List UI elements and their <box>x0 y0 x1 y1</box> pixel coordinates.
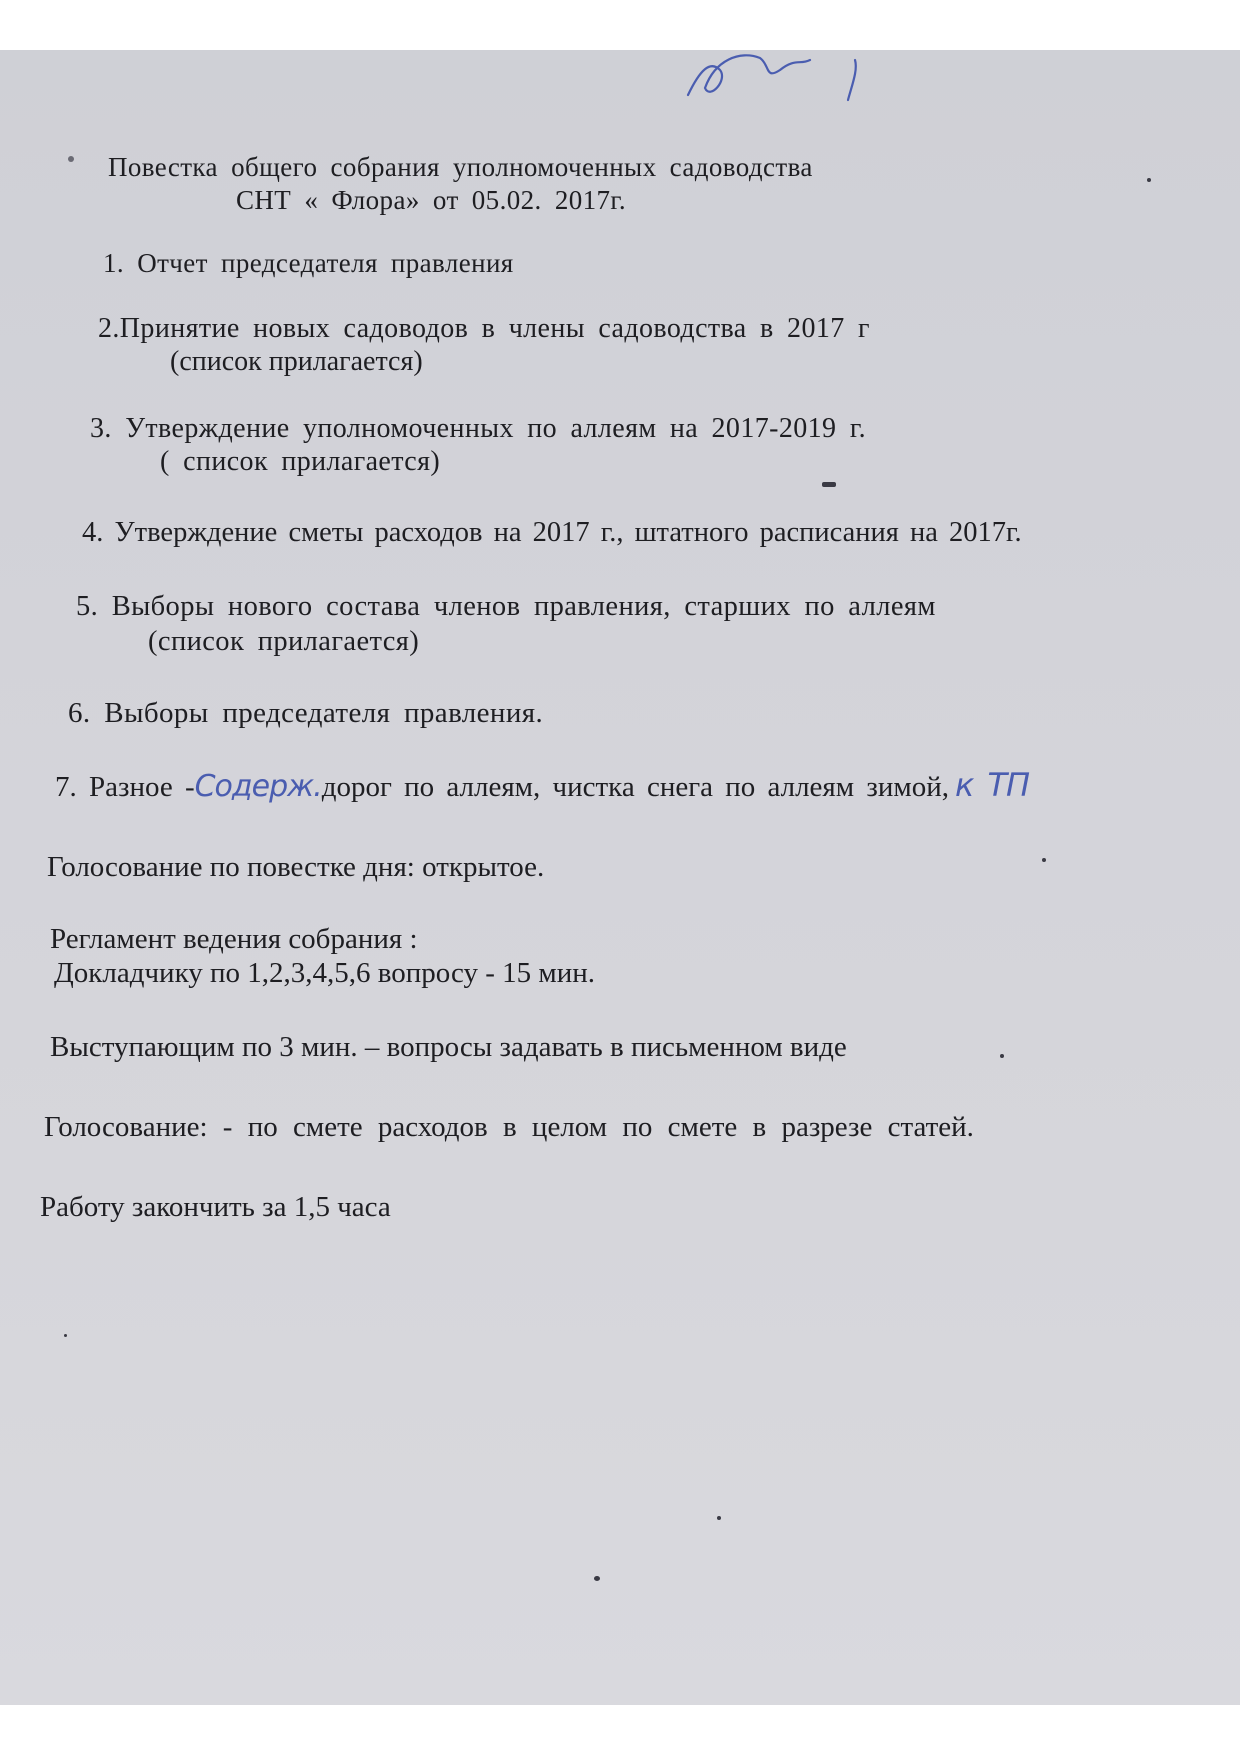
agenda-item-1: 1. Отчет председателя правления <box>103 248 514 278</box>
handwritten-scribble <box>680 50 910 110</box>
agenda-item-3-note: ( список прилагается) <box>160 446 441 477</box>
agenda-item-6: 6. Выборы председателя правления. <box>68 697 544 729</box>
document-sheet <box>0 50 1240 1705</box>
agenda-item-5: 5. Выборы нового состава членов правления, старших по аллеям <box>76 591 936 622</box>
agenda-item-7-text: дорог по аллеям, чистка снега по аллеям зимой, <box>321 771 949 803</box>
dot-mark <box>68 156 74 162</box>
speck <box>1000 1054 1004 1058</box>
regulations-speaker: Докладчику по 1,2,3,4,5,6 вопросу - 15 мин. <box>54 957 596 989</box>
document-title-line1: Повестка общего собрания уполномоченных садоводства <box>108 152 813 182</box>
agenda-item-2: 2.Принятие новых садоводов в члены садоводства в 2017 г <box>98 313 870 344</box>
regulations-participants: Выступающим по 3 мин. – вопросы задавать в письменном виде <box>50 1031 847 1063</box>
ink-dash <box>822 482 836 487</box>
speck <box>64 1334 67 1337</box>
agenda-item-3: 3. Утверждение уполномоченных по аллеям на 2017-2019 г. <box>90 413 866 444</box>
agenda-item-2-note: (список прилагается) <box>170 346 423 377</box>
speck <box>594 1576 600 1581</box>
regulations-duration: Работу закончить за 1,5 часа <box>40 1191 391 1223</box>
document-title-line2: СНТ « Флора» от 05.02. 2017г. <box>236 185 627 215</box>
agenda-item-4: 4. Утверждение сметы расходов на 2017 г., штатного расписания на 2017г. <box>82 517 1022 548</box>
handwritten-note-maintenance: Содерж. <box>194 769 322 804</box>
handwritten-note-tp: к ТП <box>954 766 1030 804</box>
regulations-budget-voting: Голосование: - по смете расходов в целом по смете в разрезе статей. <box>44 1111 974 1143</box>
speck <box>717 1516 721 1520</box>
agenda-item-7-prefix: 7. Разное - <box>55 771 195 803</box>
voting-line: Голосование по повестке дня: открытое. <box>47 851 545 883</box>
speck <box>1042 858 1046 862</box>
agenda-item-5-note: (список прилагается) <box>148 626 420 657</box>
speck <box>1147 178 1151 182</box>
agenda-item-7 <box>55 768 1029 804</box>
regulations-title: Регламент ведения собрания : <box>50 923 418 955</box>
